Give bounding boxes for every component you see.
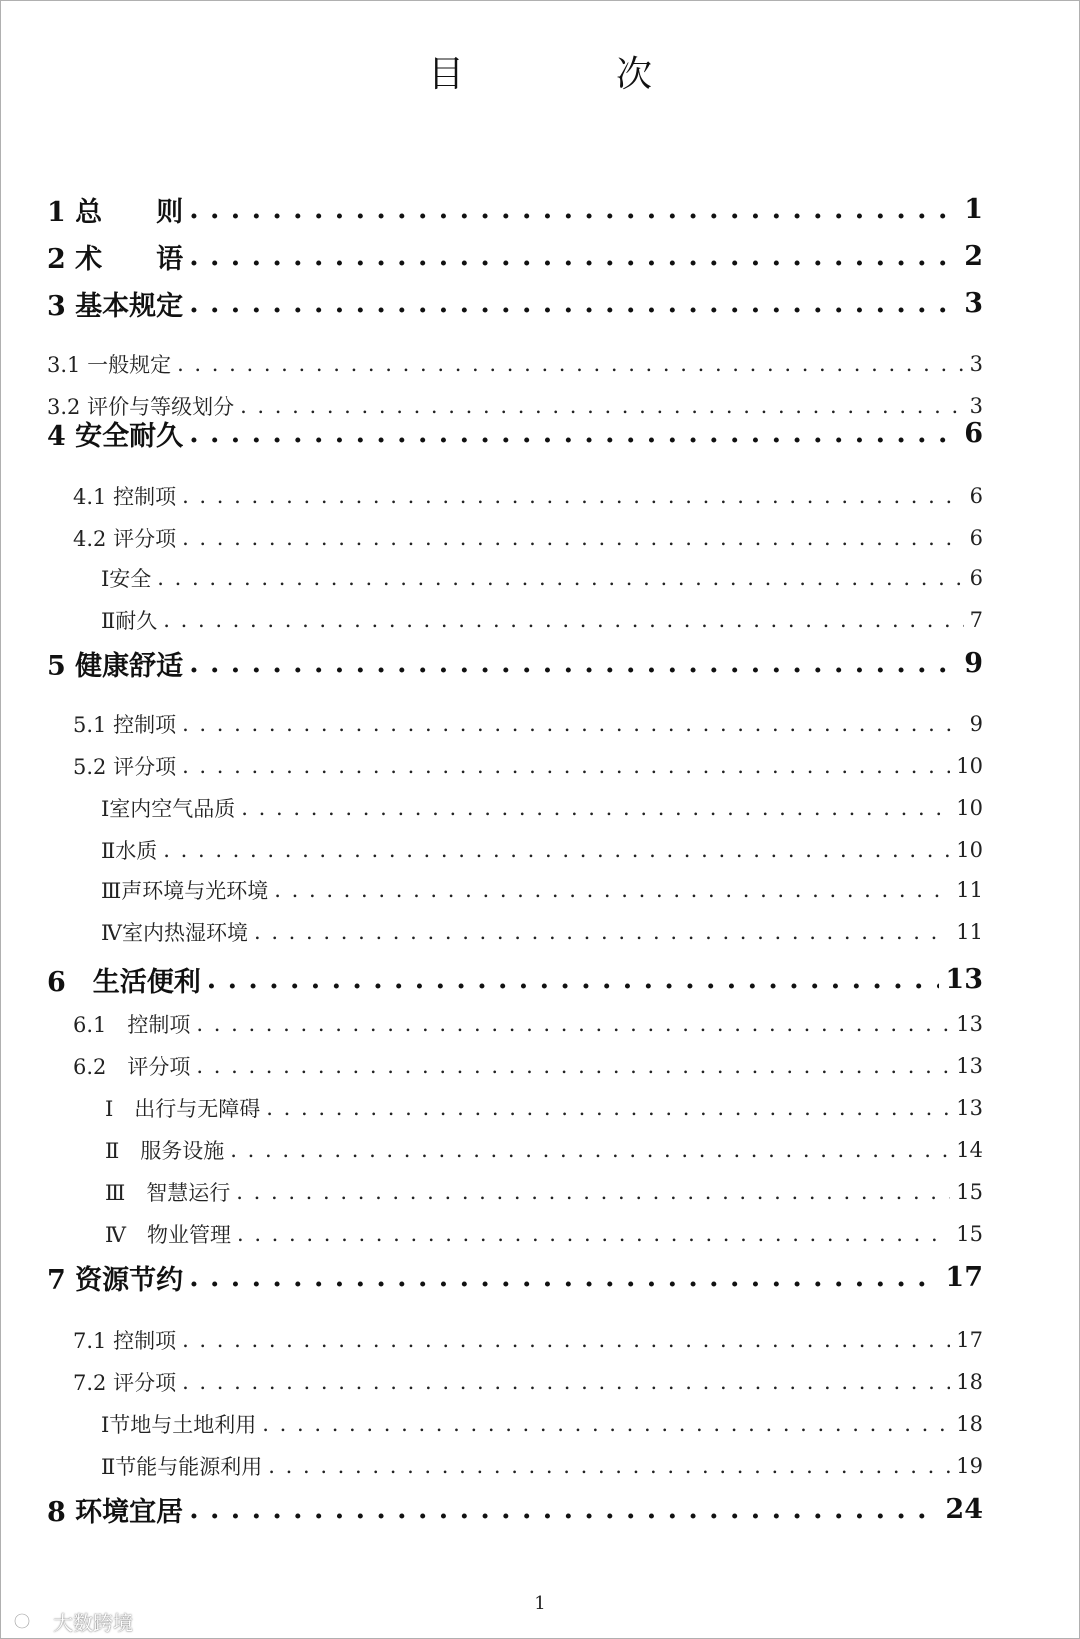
toc-entry-page: 3 [969,352,983,376]
toc-entry-label: Ⅱ水质 [101,839,158,863]
toc-entry-label: Ⅰ节地与土地利用 [101,1413,257,1437]
toc-entry[interactable] [101,1407,983,1441]
toc-entry-page: 9 [969,712,983,736]
toc-entry-page: 14 [956,1138,983,1162]
toc-entry-label: 5 健康舒适 [47,650,184,682]
toc-entry-label: 4 安全耐久 [47,420,184,452]
toc-entry[interactable] [101,833,983,867]
toc-entry[interactable] [47,283,983,323]
toc-entry[interactable] [105,1217,983,1251]
toc-entry[interactable] [101,603,983,637]
toc-entry[interactable] [73,521,983,555]
toc-entry-page: 3 [969,394,983,418]
dot-leader [237,1222,950,1246]
toc-entry-page: 17 [945,1261,983,1293]
toc-entry-label: 5.1 控制项 [73,713,177,737]
toc-entry-page: 9 [964,647,983,679]
toc-entry-label: 4.1 控制项 [73,485,177,509]
toc-entry[interactable] [47,643,983,683]
toc-entry-page: 6 [969,526,983,550]
toc-entry-page: 11 [956,878,983,902]
toc-entry-page: 15 [956,1222,983,1246]
toc-entry-page: 24 [945,1493,983,1525]
toc-entry-label: 3.1 一般规定 [47,353,172,377]
toc-entry-page: 10 [956,796,983,820]
dot-leader [236,1180,950,1204]
toc-entry-page: 3 [964,287,983,319]
dot-leader [189,194,958,225]
toc-entry[interactable] [47,347,983,381]
dot-leader [182,484,964,508]
toc-entry[interactable] [47,959,983,999]
toc-entry-page: 11 [956,920,983,944]
toc-entry-page: 18 [956,1370,983,1394]
toc-entry-page: 15 [956,1180,983,1204]
toc-entry-label: Ⅲ声环境与光环境 [101,879,269,903]
toc-entry[interactable] [47,236,983,276]
dot-leader [182,754,950,778]
toc-entry-page: 2 [964,240,983,272]
dot-leader [182,526,964,550]
dot-leader [207,964,940,995]
toc-entry[interactable] [47,189,983,229]
toc-entry-label: Ⅱ 服务设施 [105,1139,225,1163]
toc-entry-label: Ⅱ耐久 [101,609,158,633]
toc-entry[interactable] [105,1175,983,1209]
dot-leader [254,920,950,944]
dot-leader [266,1096,950,1120]
dot-leader [182,712,964,736]
toc-entry[interactable] [47,413,983,453]
toc-entry[interactable] [101,791,983,825]
dot-leader [189,1262,939,1293]
toc-entry-label: Ⅳ室内热湿环境 [101,921,248,945]
dot-leader [157,566,963,590]
toc-entry-page: 6 [969,484,983,508]
toc-entry-label: 6 生活便利 [47,966,201,998]
toc-entry[interactable] [101,1449,983,1483]
toc-entry[interactable] [101,915,983,949]
dot-leader [262,1412,950,1436]
toc-entry-page: 1 [964,193,983,225]
toc-entry[interactable] [101,561,983,595]
toc-entry-label: 2 术 语 [47,243,184,275]
toc-entry-label: 3 基本规定 [47,290,184,322]
toc-entry-label: 4.2 评分项 [73,527,177,551]
toc-entry-label: Ⅰ安全 [101,567,152,591]
toc-entry-label: 7.1 控制项 [73,1329,177,1353]
toc-entry-page: 13 [945,963,983,995]
toc-entry-label: 1 总 则 [47,196,184,228]
dot-leader [177,352,964,376]
toc-entry-label: Ⅱ节能与能源利用 [101,1455,263,1479]
dot-leader [189,648,958,679]
toc-entry-label: Ⅰ 出行与无障碍 [105,1097,261,1121]
toc-entry[interactable] [73,1365,983,1399]
toc-entry-page: 6 [964,417,983,449]
toc-entry-page: 10 [956,754,983,778]
toc-entry[interactable] [101,873,983,907]
toc-entry-label: 6.1 控制项 [73,1013,191,1037]
dot-leader [241,796,950,820]
toc-entry-label: Ⅲ 智慧运行 [105,1181,231,1205]
toc-entry[interactable] [73,1049,983,1083]
dot-leader [268,1454,950,1478]
toc-entry[interactable] [73,749,983,783]
toc-entry-page: 7 [969,608,983,632]
dot-leader [189,418,958,449]
page-title: 目 次 [427,54,710,95]
watermark [13,1607,133,1635]
dot-leader [230,1138,950,1162]
watermark-logo-icon [13,1610,47,1632]
dot-leader [274,878,950,902]
toc-entry-page: 10 [956,838,983,862]
toc-entry[interactable] [105,1133,983,1167]
dot-leader [163,838,950,862]
toc-entry-page: 18 [956,1412,983,1436]
toc-entry[interactable] [47,1489,983,1529]
toc-entry-label: 5.2 评分项 [73,755,177,779]
toc-entry-page: 19 [956,1454,983,1478]
dot-leader [182,1328,950,1352]
toc-entry-page: 13 [956,1054,983,1078]
toc-entry[interactable] [73,1007,983,1041]
toc-entry[interactable] [73,479,983,513]
dot-leader [189,1494,939,1525]
dot-leader [163,608,963,632]
toc-entry-label: 6.2 评分项 [73,1055,191,1079]
toc-entry-label: 7 资源节约 [47,1264,184,1296]
dot-leader [196,1012,950,1036]
watermark-text: 大数跨境 [53,1610,133,1635]
toc-entry-label: Ⅳ 物业管理 [105,1223,231,1247]
page-number: 1 [534,1593,546,1614]
dot-leader [189,241,958,272]
toc-entry[interactable] [73,707,983,741]
toc-entry[interactable] [73,1323,983,1357]
dot-leader [196,1054,950,1078]
toc-entry-page: 17 [956,1328,983,1352]
toc-entry-page: 6 [969,566,983,590]
toc-entry-label: Ⅰ室内空气品质 [101,797,236,821]
dot-leader [189,288,958,319]
toc-entry-page: 13 [956,1012,983,1036]
toc-entry-label: 8 环境宜居 [47,1496,184,1528]
toc-entry-label: 3.2 评价与等级划分 [47,395,235,419]
toc-entry[interactable] [47,1257,983,1297]
dot-leader [182,1370,950,1394]
toc-entry[interactable] [105,1091,983,1125]
toc-entry-page: 13 [956,1096,983,1120]
toc-entry-label: 7.2 评分项 [73,1371,177,1395]
